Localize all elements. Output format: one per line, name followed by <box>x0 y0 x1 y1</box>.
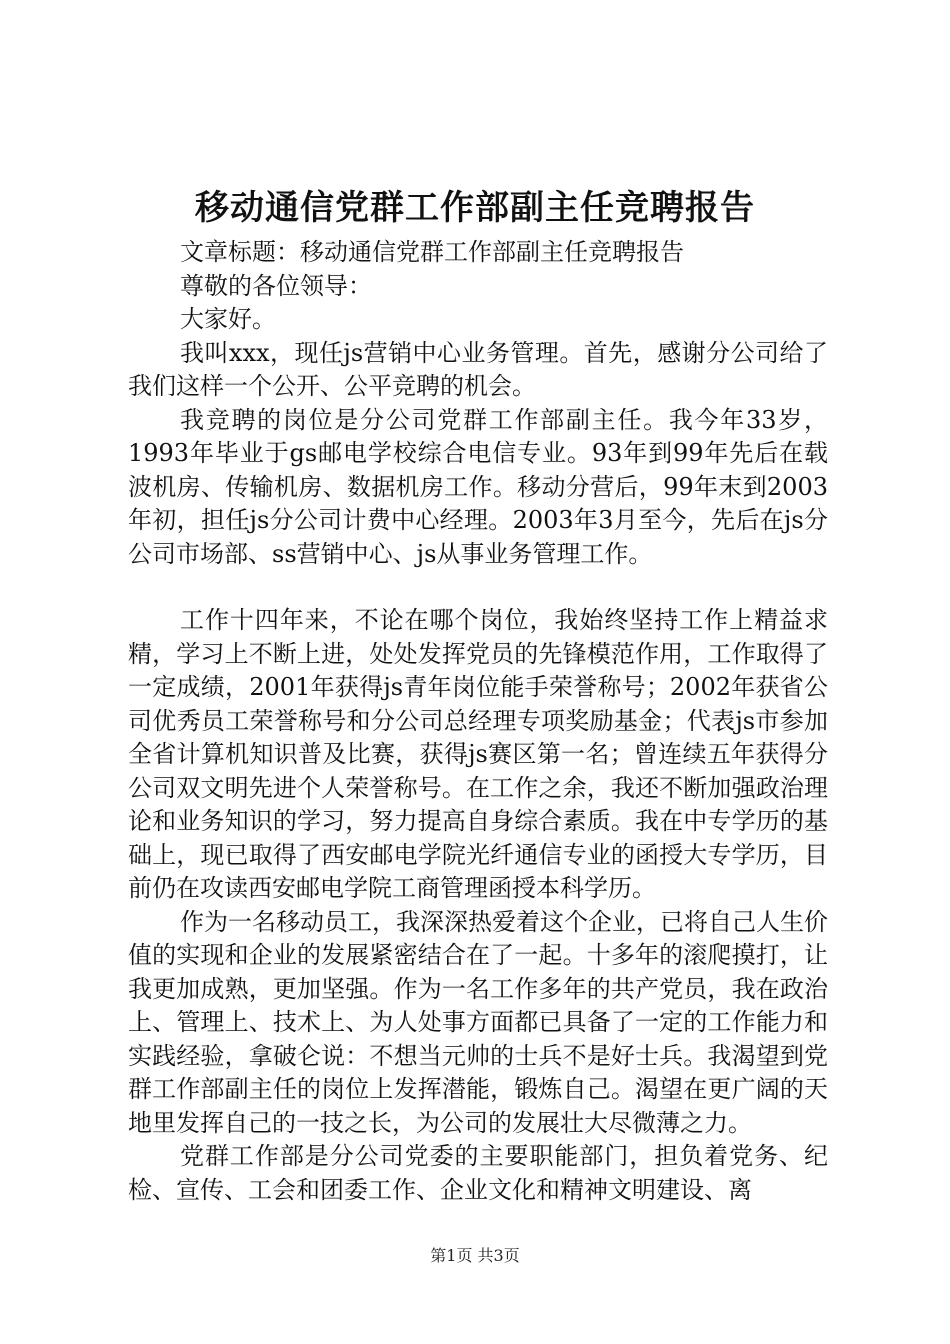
document-title: 移动通信党群工作部副主任竞聘报告 <box>195 188 755 228</box>
paragraph-introduction: 我叫xxx，现任js营销中心业务管理。首先，感谢分公司给了我们这样一个公开、公平竞聘的机会。 <box>128 338 828 400</box>
document-body <box>128 236 828 1207</box>
paragraph-motivation: 作为一名移动员工，我深深热爱着这个企业，已将自己人生价值的实现和企业的发展紧密结合在了一起。十多年的滚爬摸打，让我更加成熟，更加坚强。作为一名工作多年的共产党员，我在政治上、管理上、技术上、为人处事方面都已具备了一定的工作能力和实践经验，拿破仑说：不想当元帅的士兵不是好士兵。我渴望到党群工作部副主任的岗位上发挥潜能，锻炼自己。渴望在更广阔的天地里发挥自己的一技之长，为公司的发展壮大尽微薄之力。 <box>128 907 828 1137</box>
paragraph-article-title: 文章标题：移动通信党群工作部副主任竞聘报告 <box>180 238 684 266</box>
paragraph-achievements: 工作十四年来，不论在哪个岗位，我始终坚持工作上精益求精，学习上不断上进，处处发挥党员的先锋模范作用，工作取得了一定成绩，2001年获得js青年岗位能手荣誉称号；2002年获省公司优秀员工荣誉称号和分公司总经理专项奖励基金；代表js市参加全省计算机知识普及比赛，获得js赛区第一名；曾连续五年获得分公司双文明先进个人荣誉称号。在工作之余，我还不断加强政治理论和业务知识的学习，努力提高自身综合素质。我在中专学历的基础上，现已取得了西安邮电学院光纤通信专业的函授大专学历，目前仍在攻读西安邮电学院工商管理函授本科学历。 <box>128 606 828 902</box>
paragraph-salutation: 尊敬的各位领导： <box>180 271 372 300</box>
paragraph-background: 我竞聘的岗位是分公司党群工作部副主任。我今年33岁，1993年毕业于gs邮电学校综合电信专业。93年到99年先后在载波机房、传输机房、数据机房工作。移动分营后，99年末到2003年初，担任js分公司计费中心经理。2003年3月至今，先后在js分公司市场部、ss营销中心、js从事业务管理工作。 <box>128 405 828 568</box>
paragraph-greeting: 大家好。 <box>180 305 276 333</box>
page-number: 第1页 共3页 <box>430 1246 520 1265</box>
paragraph-department: 党群工作部是分公司党委的主要职能部门，担负着党务、纪检、宣传、工会和团委工作、企业文化和精神文明建设、离 <box>128 1142 828 1204</box>
